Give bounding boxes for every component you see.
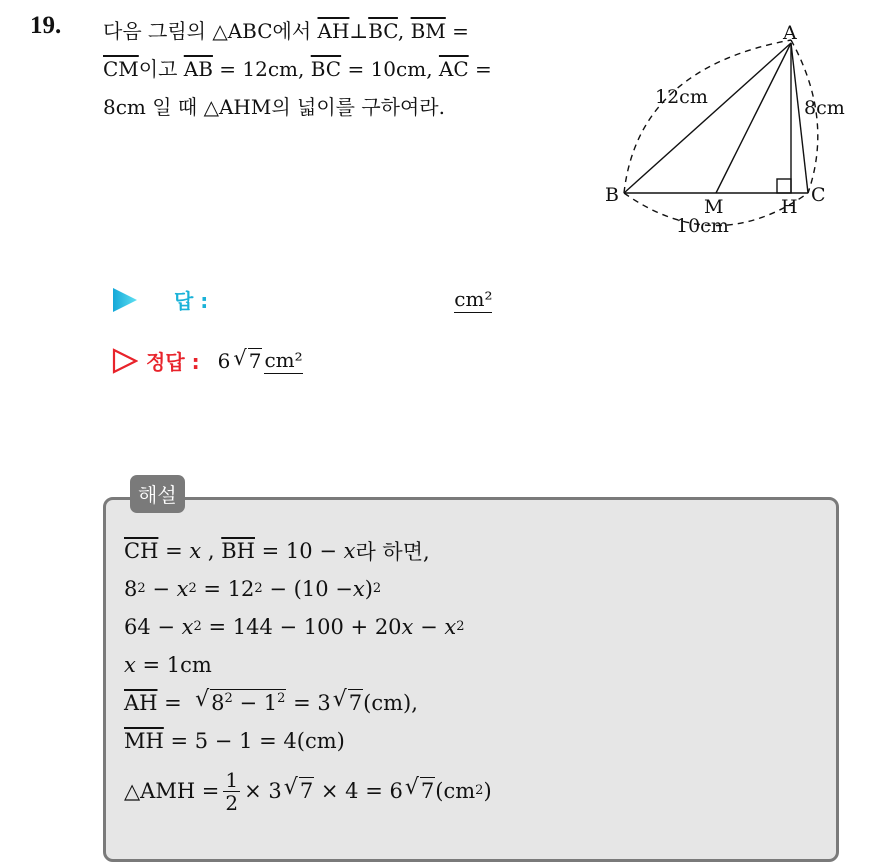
correct-answer-row <box>112 346 303 375</box>
right-angle-mark <box>777 179 791 193</box>
solution-line-2: 8 2 − x 2 = 12 2 − (10 − x ) 2 <box>124 577 382 601</box>
question-line-2: $\overline{CM}$이고 $\overline{AB} = 12cm$, $\overline{BC} = 10cm$, $\overline{AC}$ = <box>103 57 492 81</box>
outline-arrow-icon <box>112 348 138 374</box>
solution-line-4: x = 1cm <box>124 653 212 677</box>
question-line-3: 8cm 일 때 △AHM의 넓이를 구하여라. <box>103 95 445 119</box>
answer-unit: cm² <box>454 287 493 311</box>
question-text <box>103 12 583 126</box>
question-line-1: 다음 그림의 △ABC에서 $\overline{AH}\perp\overline{BC}$, $\overline{BM}$ = <box>103 19 469 43</box>
answer-label: 답 : <box>174 289 209 313</box>
solution-line-6: $\overline{MH}$ = 5 − 1 = 4(cm) <box>124 729 345 753</box>
answer-row <box>112 285 492 314</box>
solution-lines <box>124 532 492 822</box>
solution-line-3: 64 − x 2 = 144 − 100 + 20 x − x 2 <box>124 615 465 639</box>
play-arrow-icon <box>112 287 138 313</box>
point-label-h: H <box>781 196 798 218</box>
triangle-figure <box>598 18 854 240</box>
point-label-m: M <box>704 196 724 218</box>
correct-answer-value: 6 √ 7 cm² <box>217 345 303 373</box>
segment-am <box>716 43 791 193</box>
correct-coef: 6 <box>217 348 231 373</box>
vertex-label-b: B <box>605 184 619 206</box>
question-number: 19. <box>30 12 62 39</box>
correct-radicand: 7 <box>248 348 262 373</box>
length-label-bc: 10cm <box>676 215 729 237</box>
solution-tag: 해설 <box>130 475 185 513</box>
segment-ab <box>624 43 791 193</box>
solution-line-5: $\overline{AH}$ = √ $8^2 - 1^2$ = 3 √ 7 (cm), <box>124 687 418 716</box>
length-label-ab: 12cm <box>655 86 708 108</box>
vertex-label-c: C <box>811 184 826 206</box>
length-label-ac: 8cm <box>804 97 845 119</box>
solution-line-7: △AMH = $\frac{1}{2}$ × 3 √ 7 × 4 = 6 √ 7 (cm 2 ) <box>124 767 492 815</box>
correct-answer-unit: cm² <box>264 348 303 372</box>
vertex-label-a: A <box>783 22 797 44</box>
correct-answer-label: 정답 : <box>146 350 200 374</box>
solution-line-1: $\overline{CH}$ = x , $\overline{BH}$ = 10 − x 라 하면, <box>124 539 430 564</box>
